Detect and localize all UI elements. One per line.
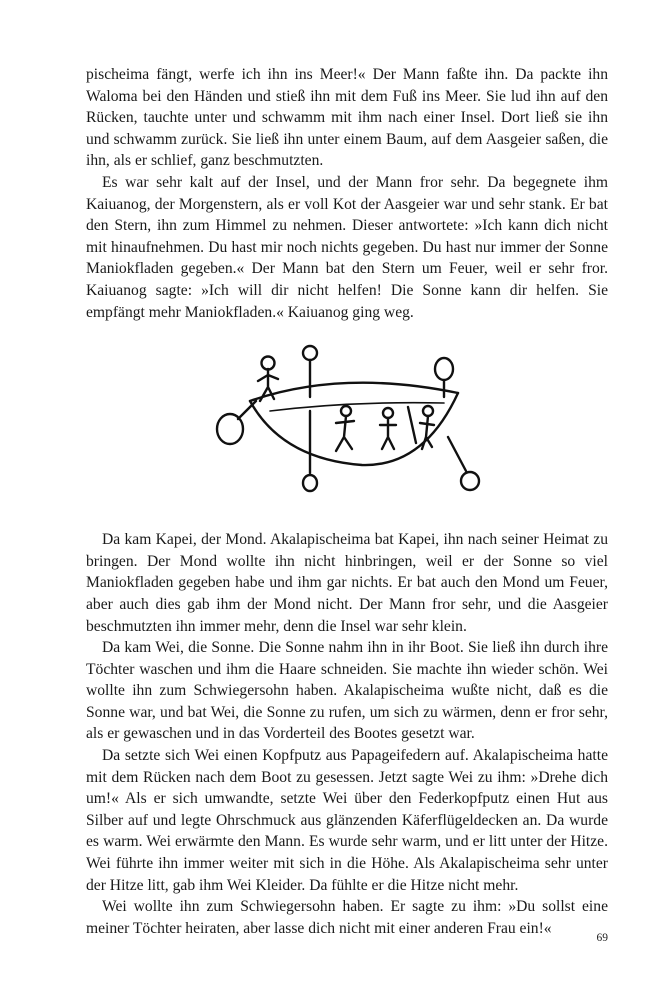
canoe-illustration: [86, 335, 608, 521]
paragraph: pischeima fängt, werfe ich ihn ins Meer!« Der Mann faßte ihn. Da packte ihn Waloma bei den Händen und stieß ihn mit dem Fuß ins Meer. Sie lud ihn auf den Rücken, tauchte unter und schwamm mit ihm nach einer Insel. Dort ließ sie ihn und schwamm zurück. Sie ließ ihn unter einem Baum, auf dem Aasgeier saßen, die ihn, als er schlief, ganz beschmutzten.: [86, 66, 608, 170]
paragraph: Da kam Wei, die Sonne. Die Sonne nahm ihn in ihr Boot. Sie ließ ihn durch ihre Töchter waschen und ihm die Haare schneiden. Sie machte ihn wieder schön. Wei wollte ihn zum Schwiegersohn haben. Akalapischeima wußte nicht, daß es die Sonne war, und bat Wei, die Sonne zu rufen, um sich zu wärmen, denn er fror sehr, als er gewaschen und in das Vorderteil des Bootes gesetzt war.: [86, 639, 608, 743]
paragraph: Da kam Kapei, der Mond. Akalapischeima bat Kapei, ihn nach seiner Heimat zu bringen. Der Mond wollte ihn nicht hinbringen, weil er der Sonne so viel Maniokfladen gegeben habe und ihm gar nichts. Er bat auch den Mond um Feuer, aber auch dies gab ihm der Mond nicht. Der Mann fror sehr, und die Aasgeier beschmutzten ihn immer mehr, denn die Insel war sehr klein.: [86, 531, 608, 635]
paragraph: Wei wollte ihn zum Schwiegersohn haben. Er sagte zu ihm: »Du sollst eine meiner Töchter heiraten, aber lasse dich nicht mit einer anderen Frau ein!«: [86, 898, 608, 937]
page-number: 69: [596, 932, 608, 944]
canoe-drawing-icon: [212, 341, 482, 501]
paragraph: Da setzte sich Wei einen Kopfputz aus Papageifedern auf. Akalapischeima hatte mit dem Rücken nach dem Boot zu gesessen. Jetzt sagte Wei zu ihm: »Drehe dich um!« Als er sich umwandte, setzte Wei über den Federkopfputz einen Hut aus Silber auf und legte Ohrschmuck aus glänzenden Käferflügeldecken an. Da wurde es warm. Wei erwärmte den Mann. Es wurde sehr warm, und er litt unter der Hitze. Wei führte ihn immer weiter mit sich in die Höhe. Als Akalapischeima sehr unter der Hitze litt, gab ihm Wei Kleider. Da fühlte er die Hitze nicht mehr.: [86, 747, 608, 894]
page-body: [86, 64, 608, 939]
paragraph: Es war sehr kalt auf der Insel, und der Mann fror sehr. Da begegnete ihm Kaiuanog, der Morgenstern, als er voll Kot der Aasgeier war und sehr stank. Er bat den Stern, ihn zum Himmel zu nehmen. Dieser antwortete: »Ich kann dich nicht mit hinaufnehmen. Du hast mir noch nichts gegeben. Du hast nur immer der Sonne Maniokfladen gegeben.« Der Mann bat den Stern um Feuer, weil er sehr fror. Kaiuanog sagte: »Ich will dir nicht helfen! Die Sonne kann dir helfen. Sie empfängt mehr Maniokfladen.« Kaiuanog ging weg.: [86, 173, 608, 321]
